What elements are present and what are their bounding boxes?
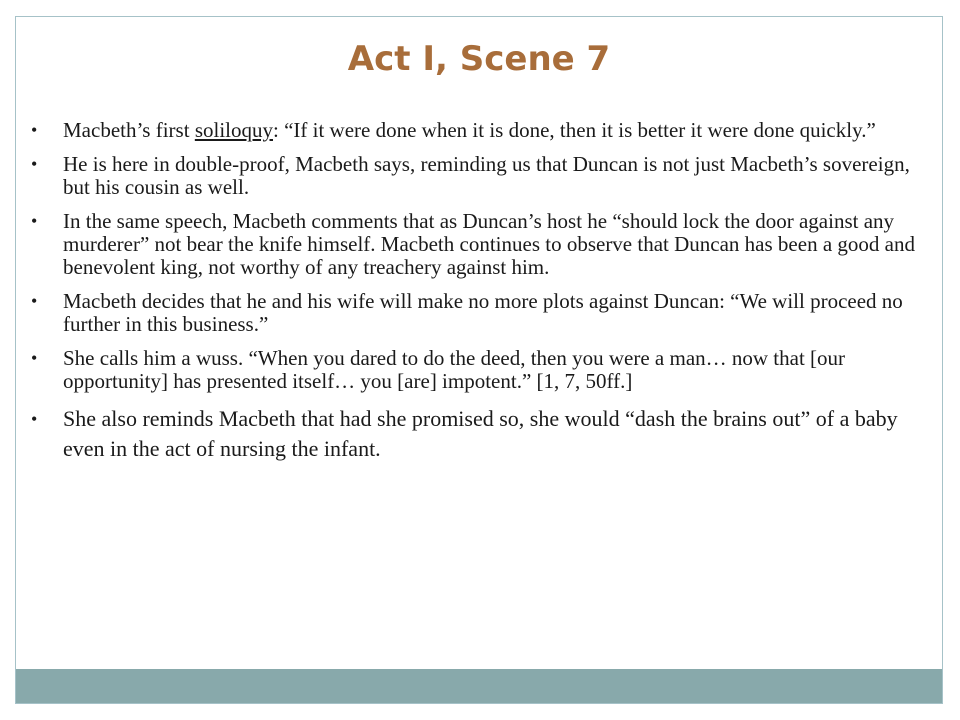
bullet-text: In the same speech, Macbeth comments that as Duncan’s host he “should lock the door against any murderer” not bear the knife himself. Macbeth continues to observe that Duncan has been a good and benevolent king, not worthy of any treachery against him. [63,209,915,279]
soliloquy-link[interactable]: soliloquy [194,118,273,142]
slide-frame [15,16,943,704]
bullet-dot: • [31,348,38,368]
footer-bar [16,669,942,703]
bullet-dot: • [31,211,38,231]
bullet-text-after: : “If it were done when it is done, then it is better it were done quickly.” [273,118,876,142]
bullet-item [29,404,939,464]
bullet-item [29,210,939,279]
bullet-text: He is here in double-proof, Macbeth says, reminding us that Duncan is not just Macbeth’s sovereign, but his cousin as well. [63,152,910,199]
bullet-text-before: Macbeth’s first [63,118,195,142]
bullet-item [29,290,939,336]
bullet-dot: • [31,409,38,429]
bullet-text: Macbeth decides that he and his wife will make no more plots against Duncan: “We will proceed no further in this business.” [63,289,903,336]
bullet-dot: • [31,154,38,174]
bullet-text: She also reminds Macbeth that had she promised so, she would “dash the brains out” of a baby even in the act of nursing the infant. [63,406,898,461]
bullet-item [29,153,939,199]
bullet-text: She calls him a wuss. “When you dared to do the deed, then you were a man… now that [our opportunity] has presented itself… you [are] impotent.” [1, 7, 50ff.] [63,346,846,393]
bullet-list [29,119,939,475]
slide-title: Act I, Scene 7 [347,39,611,79]
bullet-dot: • [31,120,38,140]
bullet-item [29,347,939,393]
bullet-dot: • [31,291,38,311]
bullet-item [29,119,939,142]
